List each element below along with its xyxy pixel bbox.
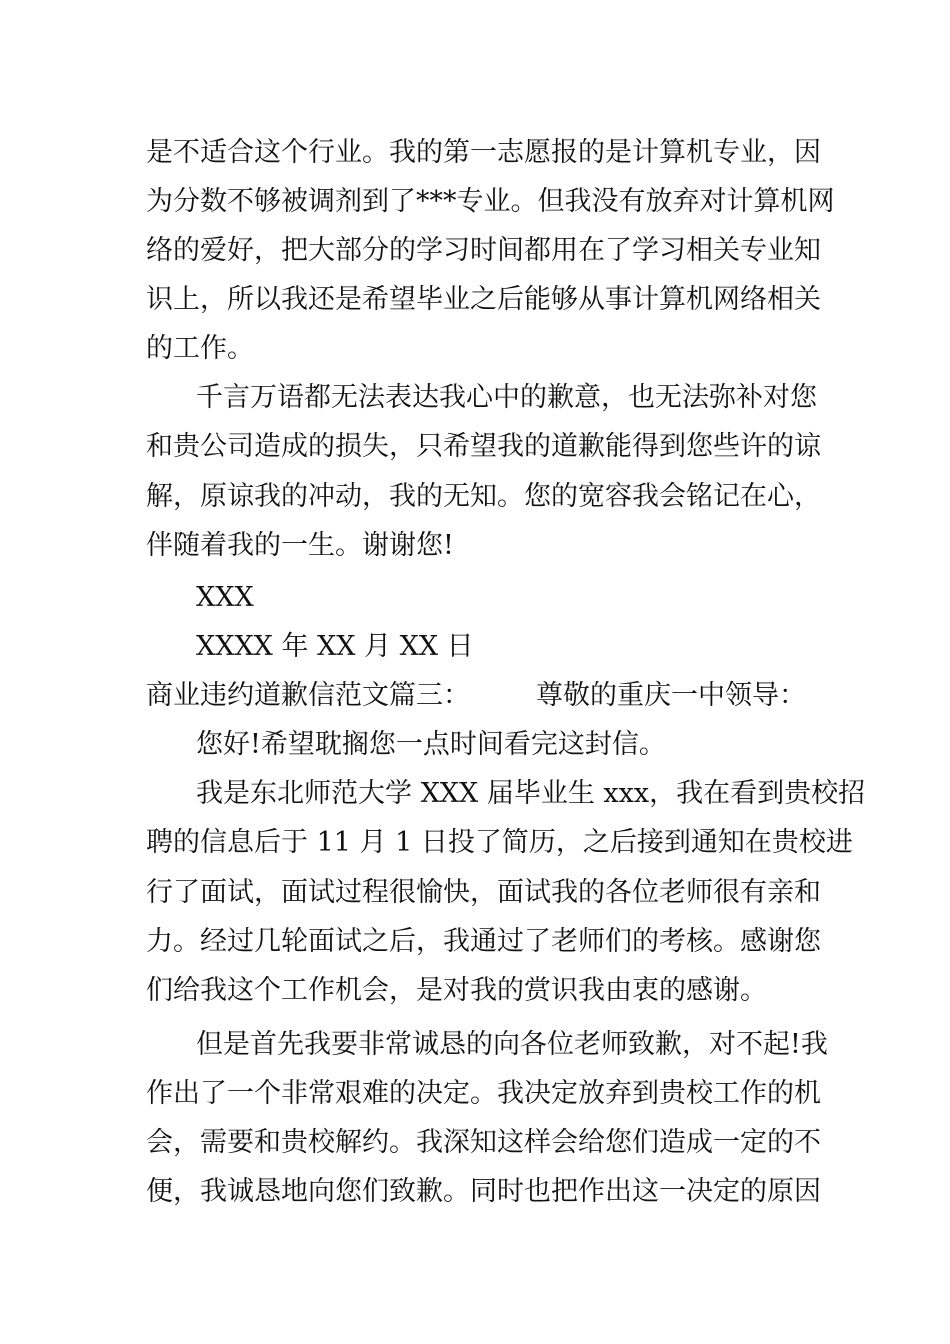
salutation: 尊敬的重庆一中领导： — [536, 680, 806, 711]
text-line: 们给我这个工作机会，是对我的赏识我由衷的感谢。 — [146, 975, 767, 1006]
text-line: 便，我诚恳地向您们致歉。同时也把作出这一决定的原因 — [146, 1176, 821, 1207]
signature-date: XXXX 年 XX 月 XX 日 — [196, 631, 474, 662]
text-line: 识上，所以我还是希望毕业之后能够从事计算机网络相关 — [146, 284, 821, 315]
paragraph-first-line: 但是首先我要非常诚恳的向各位老师致歉，对不起!我 — [196, 1029, 828, 1060]
text-line: 和贵公司造成的损失，只希望我的道歉能得到您些许的谅 — [146, 431, 821, 462]
text-line: 的工作。 — [146, 333, 254, 364]
text-line: 伴随着我的一生。谢谢您! — [146, 530, 454, 561]
text-line: 力。经过几轮面试之后，我通过了老师们的考核。感谢您 — [146, 926, 821, 957]
text-line: 聘的信息后于 11 月 1 日投了简历，之后接到通知在贵校进 — [146, 827, 853, 858]
text-line: 解，原谅我的冲动，我的无知。您的宽容我会铭记在心， — [146, 481, 821, 512]
section-heading-line — [146, 671, 806, 720]
text-line: 络的爱好，把大部分的学习时间都用在了学习相关专业知 — [146, 235, 821, 266]
text-line: 作出了一个非常艰难的决定。我决定放弃到贵校工作的机 — [146, 1078, 821, 1109]
paragraph-first-line: 千言万语都无法表达我心中的歉意，也无法弥补对您 — [196, 382, 817, 413]
signature-name: XXX — [196, 582, 254, 613]
greeting-line: 您好!希望耽搁您一点时间看完这封信。 — [196, 729, 666, 760]
text-line: 是不适合这个行业。我的第一志愿报的是计算机专业，因 — [146, 137, 821, 168]
section-title: 商业违约道歉信范文篇三： — [146, 680, 470, 711]
text-line: 会，需要和贵校解约。我深知这样会给您们造成一定的不 — [146, 1127, 821, 1158]
text-line: 行了面试，面试过程很愉快，面试我的各位老师很有亲和 — [146, 877, 821, 908]
text-line: 为分数不够被调剂到了***专业。但我没有放弃对计算机网 — [146, 186, 835, 217]
paragraph-first-line: 我是东北师范大学 XXX 届毕业生 xxx，我在看到贵校招 — [196, 778, 866, 809]
